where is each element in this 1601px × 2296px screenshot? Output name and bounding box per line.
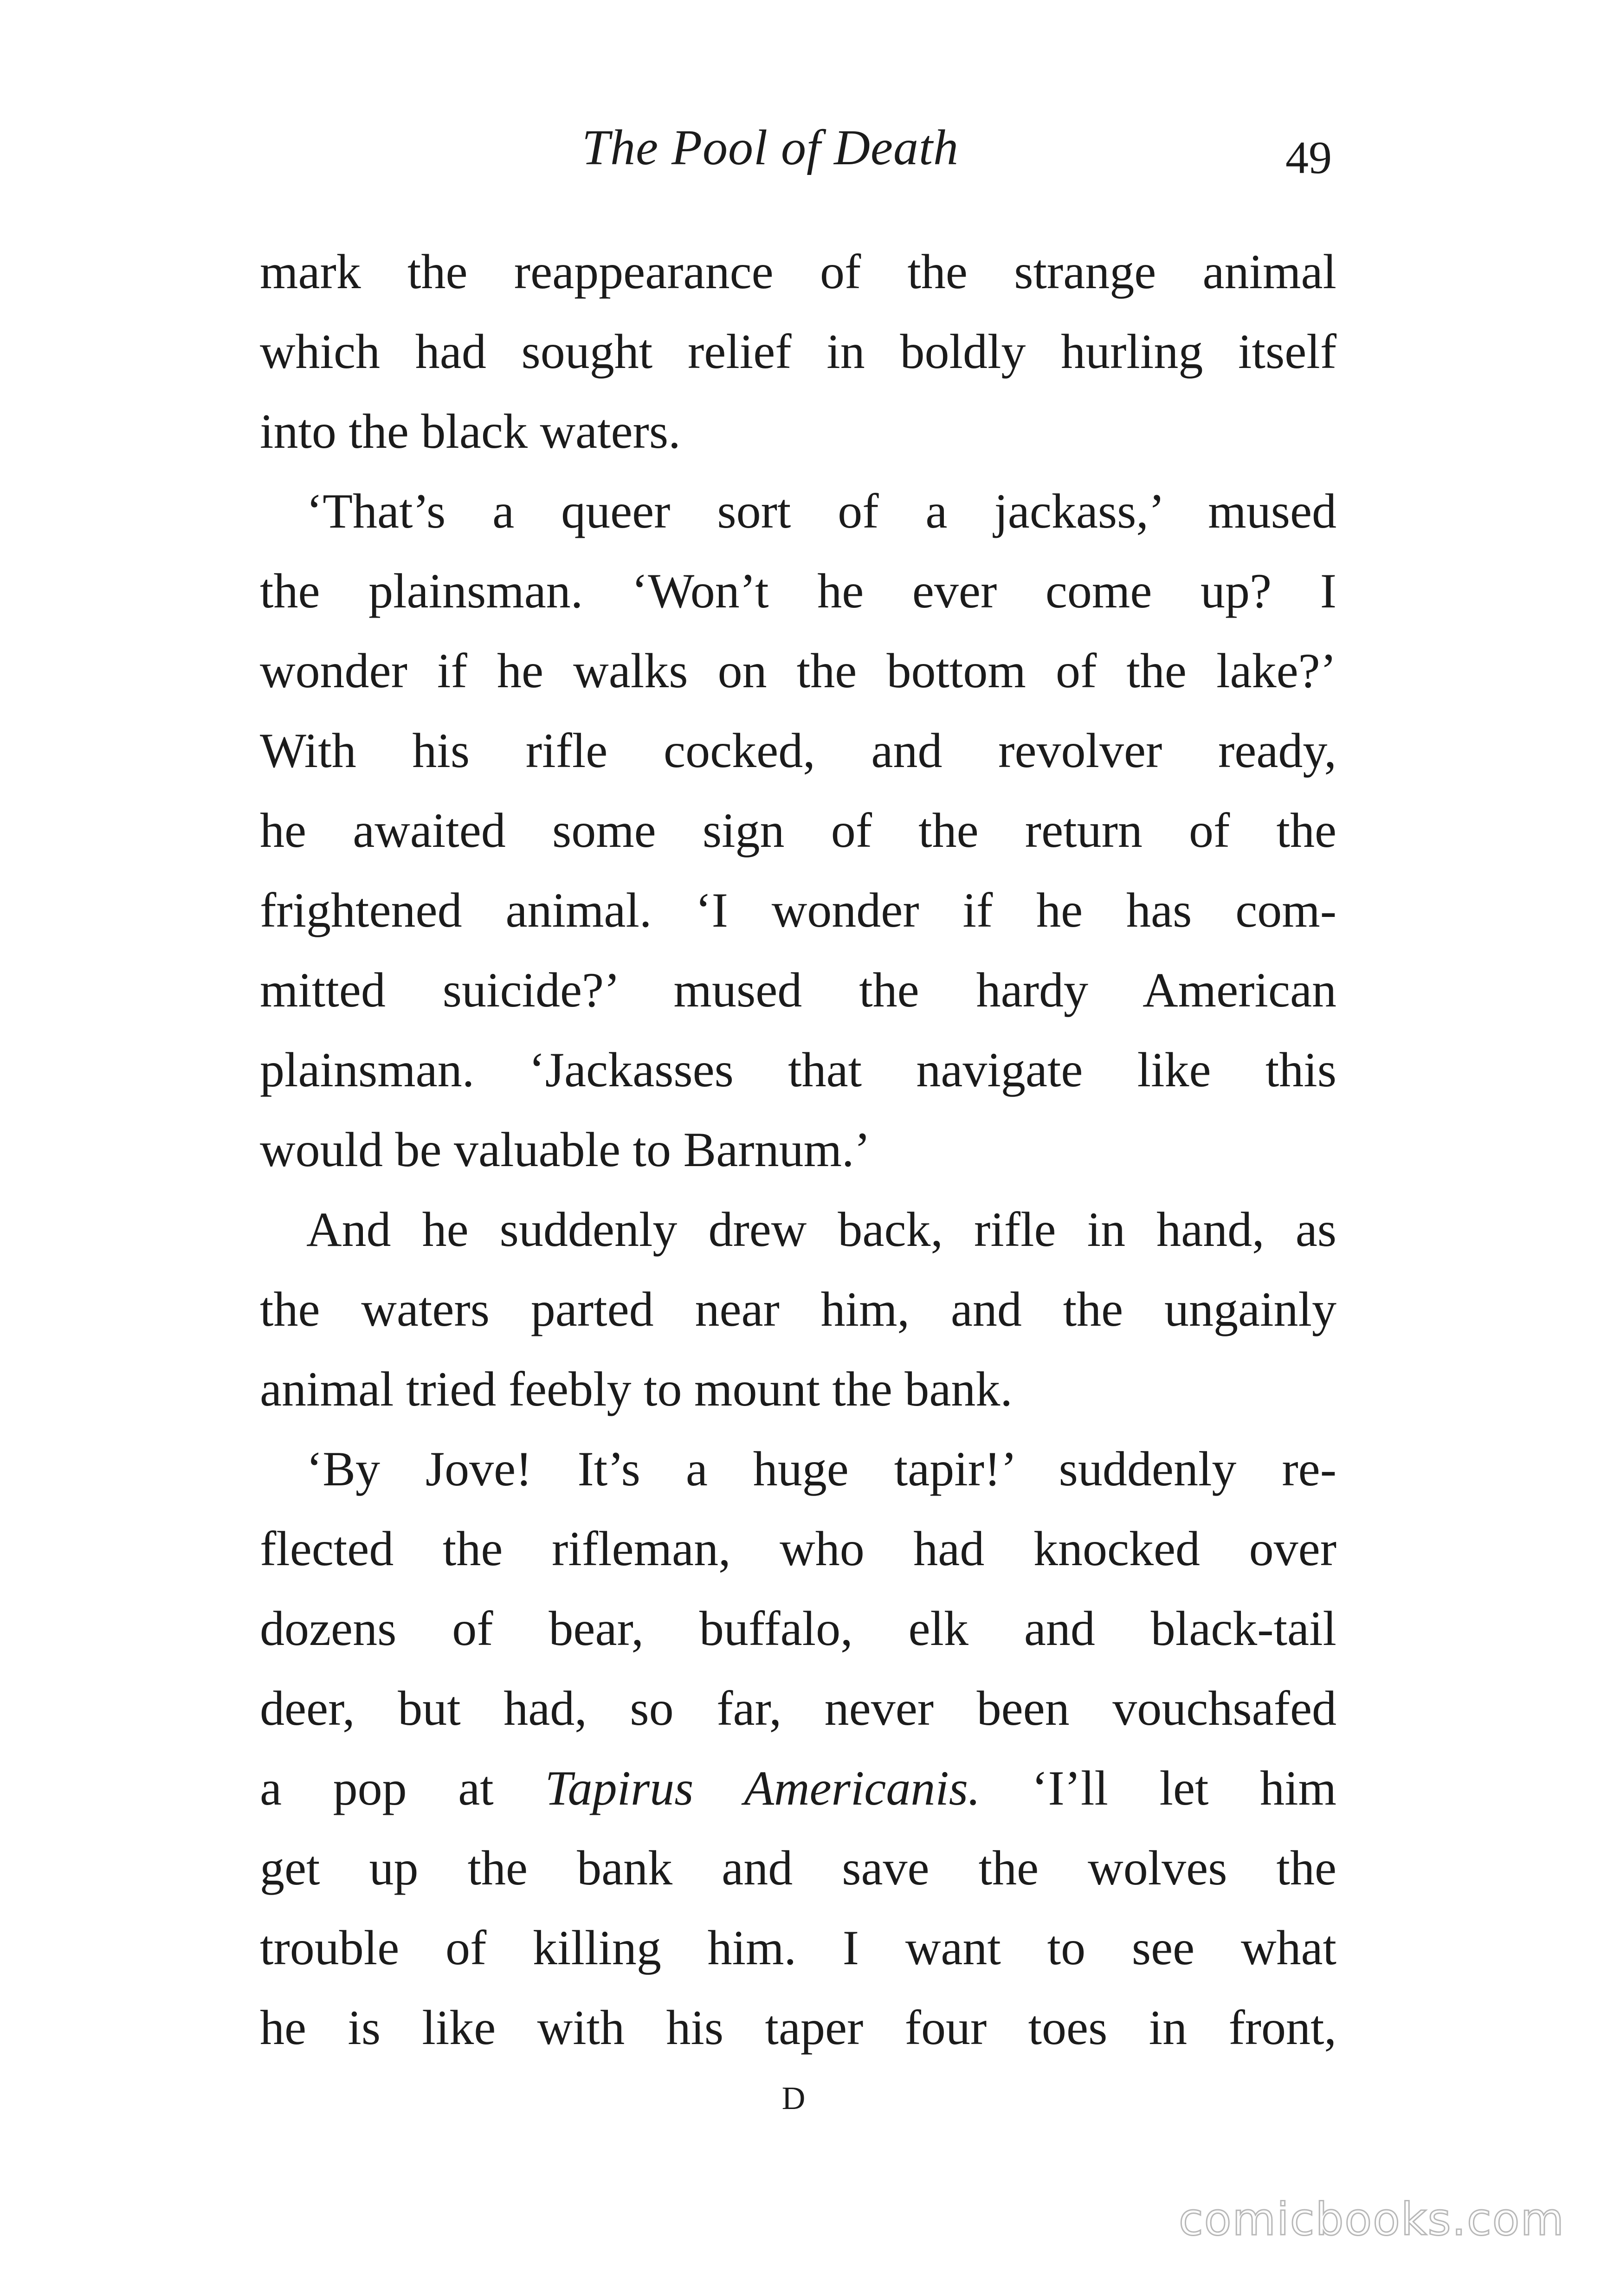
text-line: mark the reappearance of the strange animal — [260, 245, 1336, 299]
text-line: the plainsman. ‘Won’t he ever come up? I — [260, 564, 1336, 618]
text-line: dozens of bear, buffalo, elk and black-tail — [260, 1601, 1336, 1656]
text-segment: a pop at — [260, 1761, 545, 1815]
text-line: he is like with his taper four toes in front, — [260, 2000, 1336, 2055]
text-line: the waters parted near him, and the ungainly — [260, 1282, 1336, 1336]
text-line: ‘That’s a queer sort of a jackass,’ mused — [306, 484, 1336, 538]
text-line-with-italic — [260, 1748, 1336, 1828]
text-line: trouble of killing him. I want to see what — [260, 1921, 1336, 1975]
signature-mark: D — [781, 2081, 806, 2116]
text-line: into the black waters. — [260, 404, 681, 458]
text-line: And he suddenly drew back, rifle in hand, as — [306, 1202, 1336, 1257]
body-text — [260, 232, 1336, 2068]
text-line: flected the rifleman, who had knocked over — [260, 1522, 1336, 1576]
text-line: ‘By Jove! It’s a huge tapir!’ suddenly re- — [306, 1442, 1336, 1496]
text-line: frightened animal. ‘I wonder if he has com- — [260, 883, 1336, 937]
running-head-title: The Pool of Death — [582, 120, 959, 175]
italic-species-name: Tapirus Americanis. — [545, 1761, 981, 1815]
text-line: animal tried feebly to mount the bank. — [260, 1362, 1013, 1416]
text-line: mitted suicide?’ mused the hardy American — [260, 963, 1336, 1017]
text-line: wonder if he walks on the bottom of the lake?’ — [260, 644, 1336, 698]
text-line: With his rifle cocked, and revolver ready, — [260, 723, 1336, 778]
page-number: 49 — [1285, 132, 1332, 183]
text-line: he awaited some sign of the return of the — [260, 803, 1336, 858]
text-line: deer, but had, so far, never been vouchsafed — [260, 1681, 1336, 1735]
text-segment: ‘I’ll let him — [980, 1761, 1336, 1815]
watermark: comicbooks.com — [1179, 2193, 1565, 2245]
text-line: plainsman. ‘Jackasses that navigate like this — [260, 1043, 1336, 1097]
text-line: would be valuable to Barnum.’ — [260, 1122, 871, 1177]
text-line: which had sought relief in boldly hurling itself — [260, 324, 1336, 379]
text-line: get up the bank and save the wolves the — [260, 1841, 1336, 1895]
